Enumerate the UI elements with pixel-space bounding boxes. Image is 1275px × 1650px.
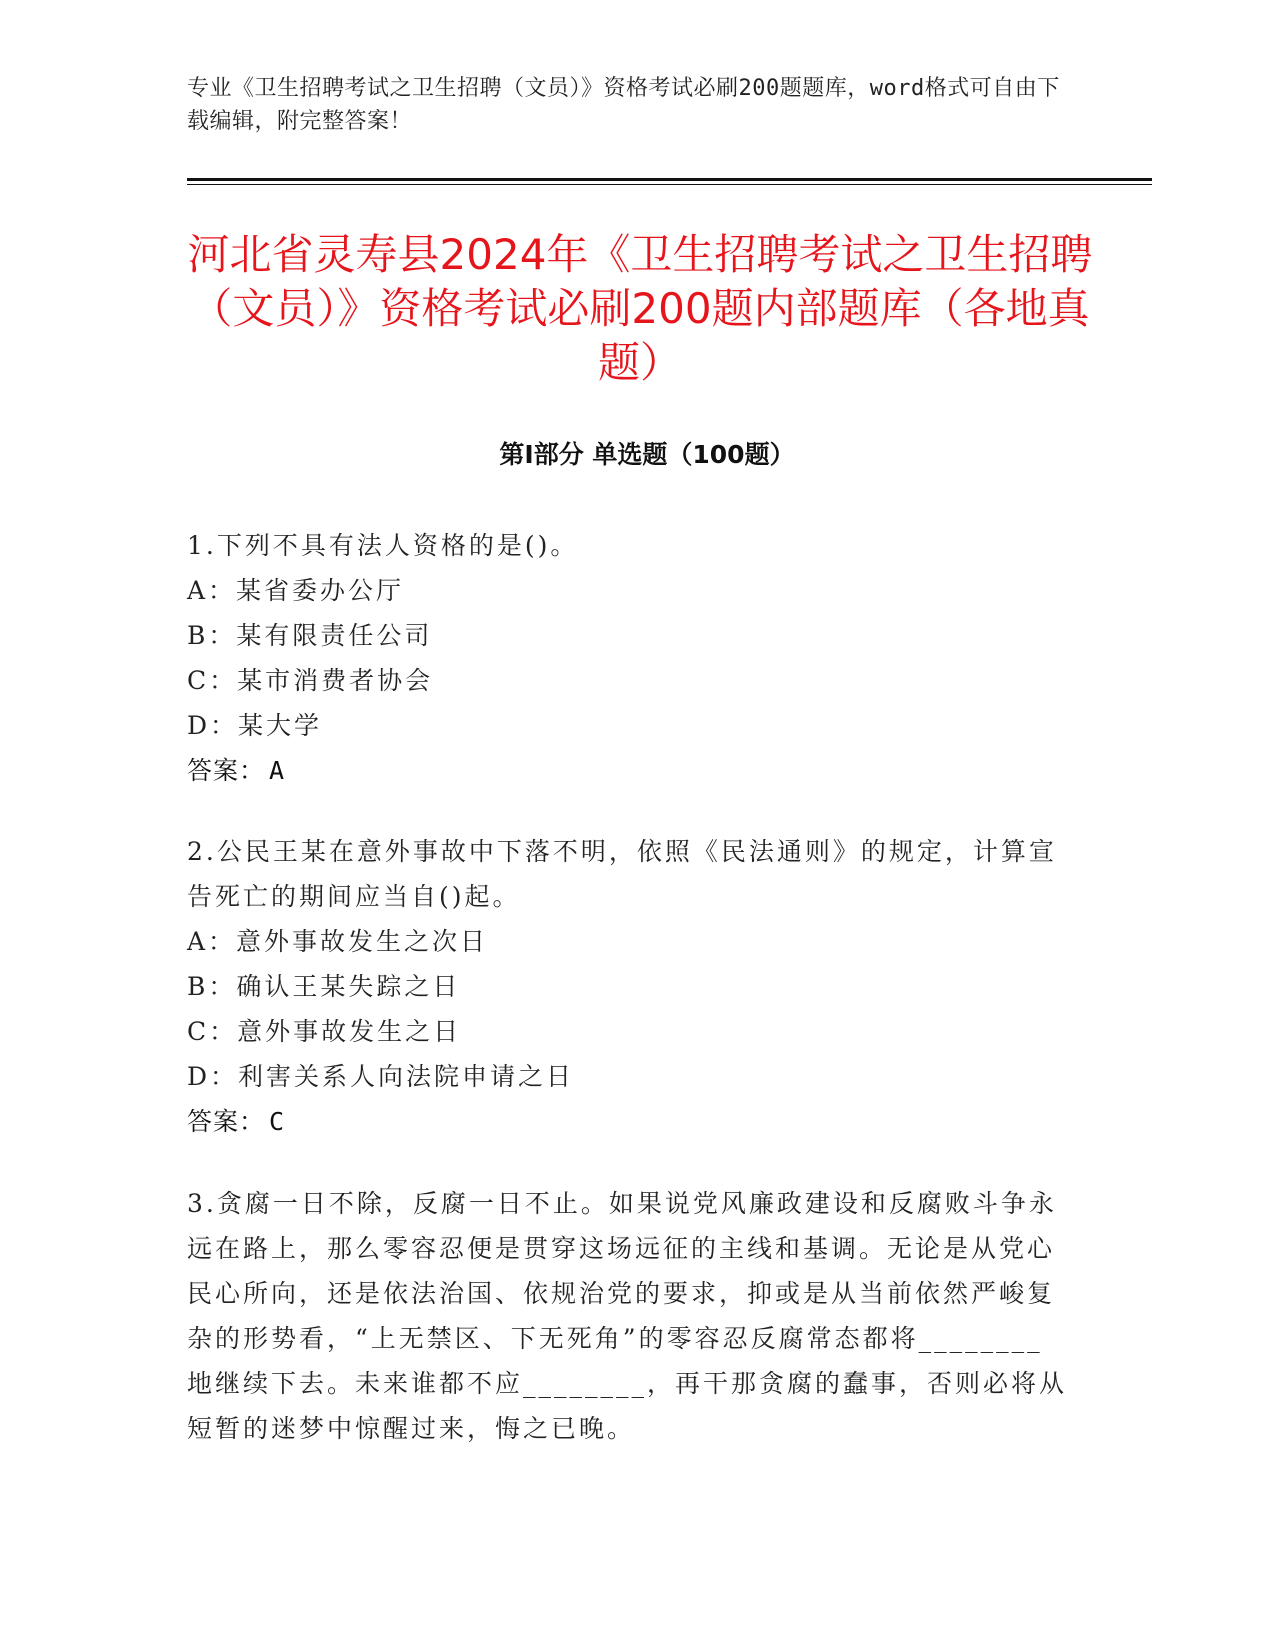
option-d: D：利害关系人向法院申请之日: [187, 1062, 575, 1091]
option-d: D：某大学: [187, 711, 323, 740]
question-stem: 1.下列不具有法人资格的是()。: [187, 531, 579, 560]
document-title: 河北省灵寿县2024年《卫生招聘考试之卫生招聘（文员）》资格考试必刷200题内部题库（各地真题）: [187, 230, 1093, 387]
answer-line: [187, 748, 1067, 793]
question-stem: 2.公民王某在意外事故中下落不明，依照《民法通则》的规定，计算宣告死亡的期间应当自()起。: [187, 837, 1057, 911]
header-rule-thick: [187, 178, 1152, 181]
answer-label: 答案：: [187, 1107, 266, 1136]
header-rule-thin: [187, 184, 1152, 185]
answer-label: 答案：: [187, 756, 266, 785]
question-1: [187, 523, 1067, 793]
header-note: 专业《卫生招聘考试之卫生招聘（文员）》资格考试必刷200题题库，word格式可自由下载编辑，附完整答案！: [187, 76, 1060, 134]
option-a: A：某省委办公厅: [187, 576, 405, 605]
option-c: C：意外事故发生之日: [187, 1017, 462, 1046]
answer-line: [187, 1099, 1067, 1144]
option-c: C：某市消费者协会: [187, 666, 434, 695]
section-title: 第Ⅰ部分 单选题（100题）: [499, 440, 795, 469]
answer-value: A: [269, 756, 286, 785]
question-2: [187, 829, 1067, 1144]
question-3: [187, 1181, 1067, 1451]
option-b: B：确认王某失踪之日: [187, 972, 461, 1001]
option-a: A：意外事故发生之次日: [187, 927, 489, 956]
option-b: B：某有限责任公司: [187, 621, 433, 650]
answer-value: C: [269, 1107, 286, 1136]
question-stem: 3.贪腐一日不除，反腐一日不止。如果说党风廉政建设和反腐败斗争永远在路上，那么零容忍便是贯穿这场远征的主线和基调。无论是从党心民心所向，还是依法治国、依规治党的要求，抑或是从当前依然严峻复杂的形势看，“上无禁区、下无死角”的零容忍反腐常态都将________地继续下去。未来谁都不应________，再干那贪腐的蠢事，否则必将从短暂的迷梦中惊醒过来，悔之已晚。: [187, 1189, 1068, 1443]
